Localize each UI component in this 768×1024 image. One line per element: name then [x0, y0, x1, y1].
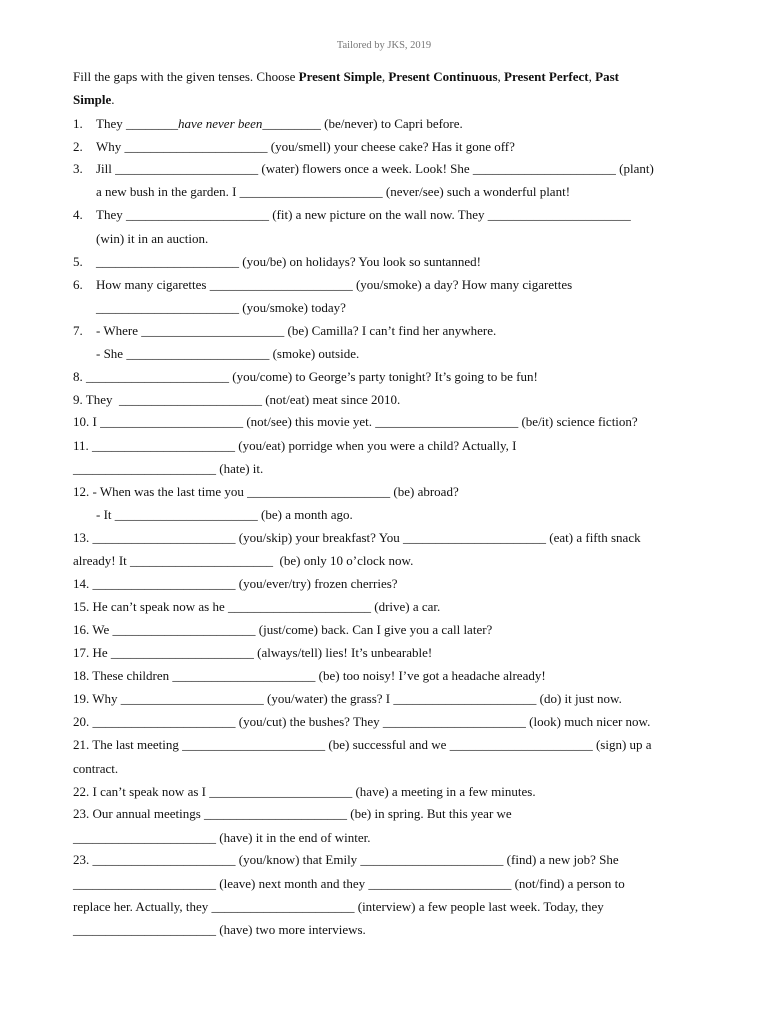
exercise-item-4-cont: (win) it in an auction.	[96, 231, 209, 246]
exercise-item-6: How many cigarettes ______________________ (you/smoke) a day? How many cigarettes	[96, 277, 573, 292]
item-number: 3.	[73, 161, 83, 176]
exercise-item-20: 20. ______________________ (you/cut) the bushes? They ______________________ (look) much nicer now.	[73, 714, 651, 729]
exercise-item-12: 12. - When was the last time you ______________________ (be) abroad?	[73, 484, 459, 499]
tense-present-continuous: Present Continuous	[388, 69, 498, 84]
exercise-item-23-cont: ______________________ (have) it in the end of winter.	[73, 830, 371, 845]
exercise-item-10: 10. I ______________________ (not/see) this movie yet. ______________________ (be/it) science fiction?	[73, 414, 638, 429]
exercise-item-4: They ______________________ (fit) a new picture on the wall now. They ______________________	[96, 207, 631, 222]
instruction-comma: ,	[497, 69, 505, 84]
exercise-item-21-cont: contract.	[73, 761, 119, 776]
instruction-period: .	[111, 92, 115, 107]
instruction-comma: ,	[381, 69, 389, 84]
exercise-item-19: 19. Why ______________________ (you/water) the grass? I ______________________ (do) it just now.	[73, 691, 622, 706]
exercise-item-7-cont: - She ______________________ (smoke) outside.	[96, 346, 360, 361]
exercise-item-24: 23. ______________________ (you/know) that Emily ______________________ (find) a new job? She	[73, 852, 619, 867]
page-header: Tailored by JKS, 2019	[336, 40, 432, 51]
exercise-item-11-cont: ______________________ (hate) it.	[73, 461, 264, 476]
exercise-item-23: 23. Our annual meetings ______________________ (be) in spring. But this year we	[73, 806, 512, 821]
instruction-line-1	[73, 69, 619, 85]
item-number: 2.	[73, 139, 83, 154]
exercise-item-13: 13. ______________________ (you/skip) your breakfast? You ______________________ (eat) a fifth snack	[73, 530, 641, 545]
exercise-item-18: 18. These children ______________________ (be) too noisy! I’ve got a headache already!	[73, 668, 546, 683]
instruction-lead: Fill the gaps with the given tenses. Choose	[73, 69, 299, 84]
exercise-item-13-cont: already! It ______________________ (be) only 10 o’clock now.	[73, 553, 414, 568]
tense-past-simple-part1: Past	[595, 69, 619, 84]
tense-present-simple: Present Simple	[298, 69, 382, 84]
exercise-item-5: ______________________ (you/be) on holidays? You look so suntanned!	[96, 254, 481, 269]
item-number: 1.	[73, 116, 83, 131]
item-number: 4.	[73, 207, 83, 222]
instruction-comma: ,	[588, 69, 596, 84]
exercise-item-1	[96, 116, 463, 132]
exercise-item-3: Jill ______________________ (water) flowers once a week. Look! She ______________________ (plant)	[96, 161, 654, 176]
exercise-item-21: 21. The last meeting ______________________ (be) successful and we ______________________ (sign) up a	[73, 737, 652, 752]
item-number: 6.	[73, 277, 83, 292]
exercise-item-14: 14. ______________________ (you/ever/try) frozen cherries?	[73, 576, 398, 591]
instruction-line-2	[73, 92, 115, 108]
exercise-item-15: 15. He can’t speak now as he ______________________ (drive) a car.	[73, 599, 441, 614]
example-answer: have never been	[177, 116, 263, 131]
exercise-item-6-cont: ______________________ (you/smoke) today?	[96, 300, 346, 315]
tense-present-perfect: Present Perfect	[504, 69, 589, 84]
exercise-item-24-cont: replace her. Actually, they ______________________ (interview) a few people last week. Today, they	[73, 899, 604, 914]
item-text: They ________	[96, 116, 178, 131]
exercise-item-24-cont: ______________________ (leave) next month and they ______________________ (not/find) a person to	[73, 876, 625, 891]
exercise-item-16: 16. We ______________________ (just/come) back. Can I give you a call later?	[73, 622, 493, 637]
exercise-item-3-cont: a new bush in the garden. I ______________________ (never/see) such a wonderful plant!	[96, 184, 571, 199]
exercise-item-2: Why ______________________ (you/smell) your cheese cake? Has it gone off?	[96, 139, 515, 154]
item-number: 5.	[73, 254, 83, 269]
exercise-item-24-cont: ______________________ (have) two more interviews.	[73, 922, 366, 937]
exercise-item-8: 8. ______________________ (you/come) to George’s party tonight? It’s going to be fun!	[73, 369, 538, 384]
tense-past-simple-part2: Simple	[73, 92, 112, 107]
item-number: 7.	[73, 323, 83, 338]
exercise-item-12-cont: - It ______________________ (be) a month ago.	[96, 507, 353, 522]
item-text: _________ (be/never) to Capri before.	[262, 116, 463, 131]
exercise-item-11: 11. ______________________ (you/eat) porridge when you were a child? Actually, I	[73, 438, 517, 453]
exercise-item-17: 17. He ______________________ (always/tell) lies! It’s unbearable!	[73, 645, 433, 660]
exercise-item-7: - Where ______________________ (be) Camilla? I can’t find her anywhere.	[96, 323, 497, 338]
exercise-item-22: 22. I can’t speak now as I ______________________ (have) a meeting in a few minutes.	[73, 784, 536, 799]
exercise-item-9: 9. They ______________________ (not/eat) meat since 2010.	[73, 392, 401, 407]
